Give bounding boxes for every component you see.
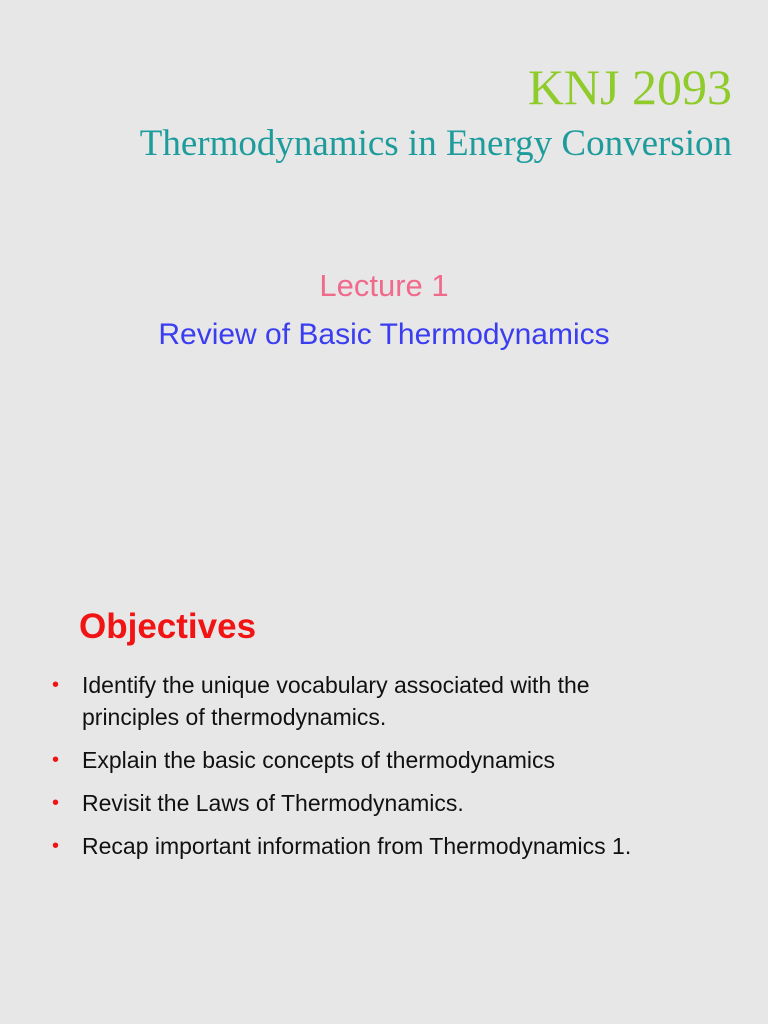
objective-text: Recap important information from Thermodynamics 1. <box>82 833 632 859</box>
course-code: KNJ 2093 <box>527 59 732 115</box>
objectives-list <box>48 669 688 873</box>
objective-text: Revisit the Laws of Thermodynamics. <box>82 790 464 816</box>
list-item <box>48 787 688 819</box>
bullet-icon: • <box>52 835 60 857</box>
lecture-number: Lecture 1 <box>319 268 449 303</box>
bullet-icon: • <box>52 674 60 696</box>
objective-text: Identify the unique vocabulary associated with the principles of thermodynamics. <box>82 672 590 730</box>
list-item <box>48 744 688 776</box>
course-title: Thermodynamics in Energy Conversion <box>139 123 732 164</box>
list-item <box>48 830 688 862</box>
objectives-heading: Objectives <box>79 607 257 646</box>
bullet-icon: • <box>52 792 60 814</box>
objective-text: Explain the basic concepts of thermodynamics <box>82 747 556 773</box>
bullet-icon: • <box>52 749 60 771</box>
list-item <box>48 669 688 733</box>
lecture-title: Review of Basic Thermodynamics <box>158 318 610 351</box>
